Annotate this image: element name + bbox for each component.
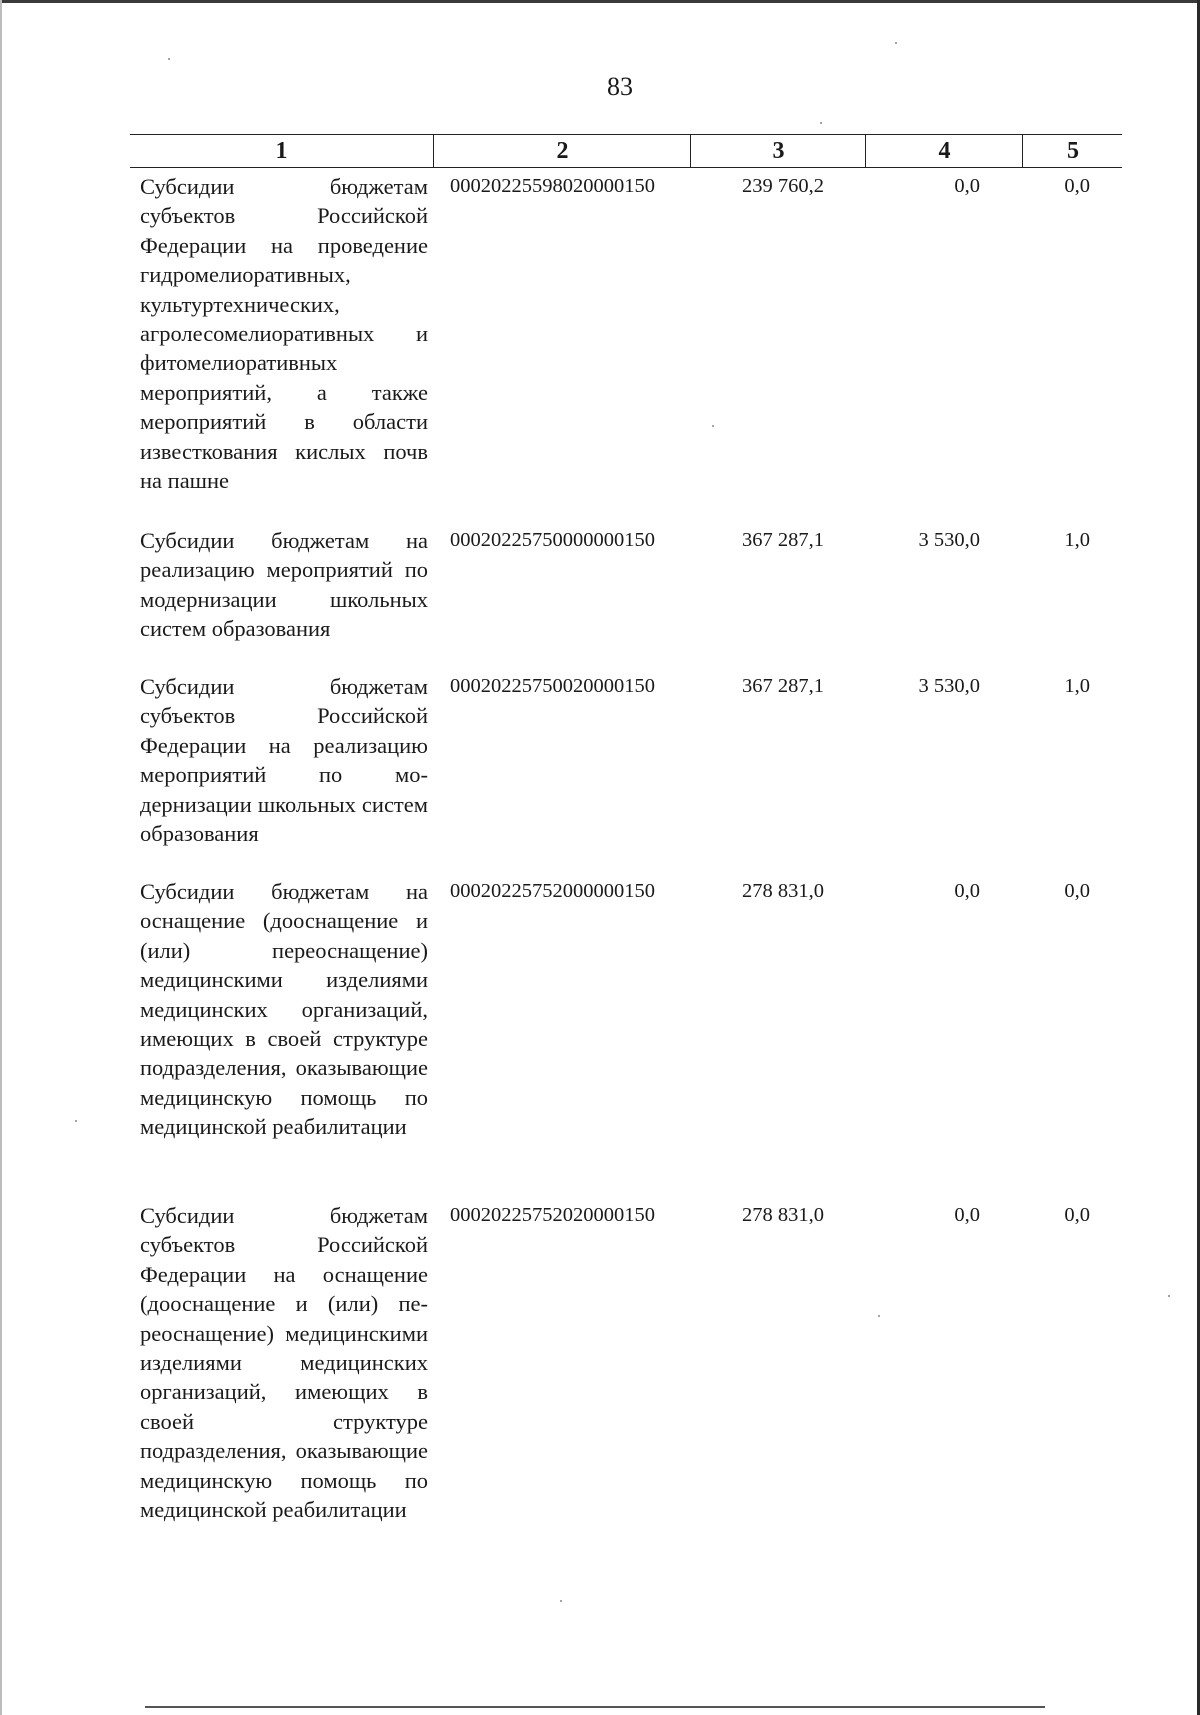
row-code: 00020225750000000150 <box>450 529 655 551</box>
row-description: Субсидии бюджетам на оснащение (дооснащение и (или) переоснащение) медицинскими изделиями медицинских организаций, имеющих в своей структуре подразделения, оказывающие медицинскую помощь по медицинской реабилитации <box>140 879 428 1140</box>
row-value-col5: 0,0 <box>1064 1204 1090 1226</box>
bottom-rule <box>145 1706 1045 1708</box>
row-value-col4: 0,0 <box>954 1204 980 1226</box>
row-code: 00020225750020000150 <box>450 675 655 697</box>
column-header-2: 2 <box>433 135 691 167</box>
page-edge-top <box>0 0 1200 3</box>
column-header-3: 3 <box>690 135 866 167</box>
scan-speck <box>712 425 714 427</box>
column-header-4: 4 <box>865 135 1023 167</box>
row-value-col4: 0,0 <box>954 880 980 902</box>
scan-speck <box>895 42 897 44</box>
row-value-col5: 0,0 <box>1064 175 1090 197</box>
row-description: Субсидии бюджетам субъектов Российской Федерации на оснащение (дооснащение и (или) переоснащение) медицинскими изделиями медицинских организаций, имеющих в своей структуре подразделения, оказывающие медицинскую помощь по медицинской реабилитации <box>140 1203 428 1523</box>
row-description: Субсидии бюджетам на реализацию мероприятий по модернизации школьных систем образования <box>140 528 428 642</box>
scan-speck <box>878 1315 880 1317</box>
page-number: 83 <box>607 72 633 101</box>
row-value-col3: 367 287,1 <box>742 529 824 551</box>
row-value-col5: 0,0 <box>1064 880 1090 902</box>
scan-speck <box>1168 1295 1170 1297</box>
row-value-col5: 1,0 <box>1064 529 1090 551</box>
row-description: Субсидии бюджетам субъектов Российской Федерации на проведение гидромелиоративных, культуртехнических, агролесомелиоративных и фитомелиоративных мероприятий, а также мероприятий в области известкования кислых почв на пашне <box>140 174 428 494</box>
row-description: Субсидии бюджетам субъектов Российской Федерации на реализацию мероприятий по модернизации школьных систем образования <box>140 674 428 847</box>
row-value-col3: 278 831,0 <box>742 880 824 902</box>
scan-speck <box>75 1120 77 1122</box>
table-header <box>130 134 1122 168</box>
column-header-5: 5 <box>1022 135 1123 167</box>
scan-speck <box>820 122 822 124</box>
row-value-col3: 367 287,1 <box>742 675 824 697</box>
page-edge-left <box>0 0 2 1715</box>
row-value-col4: 3 530,0 <box>918 529 980 551</box>
row-code: 00020225598020000150 <box>450 175 655 197</box>
row-code: 00020225752000000150 <box>450 880 655 902</box>
row-value-col5: 1,0 <box>1064 675 1090 697</box>
row-code: 00020225752020000150 <box>450 1204 655 1226</box>
row-value-col3: 239 760,2 <box>742 175 824 197</box>
scan-speck <box>560 1600 562 1602</box>
column-header-1: 1 <box>275 138 288 164</box>
scan-speck <box>168 58 170 60</box>
row-value-col4: 0,0 <box>954 175 980 197</box>
row-value-col4: 3 530,0 <box>918 675 980 697</box>
row-value-col3: 278 831,0 <box>742 1204 824 1226</box>
